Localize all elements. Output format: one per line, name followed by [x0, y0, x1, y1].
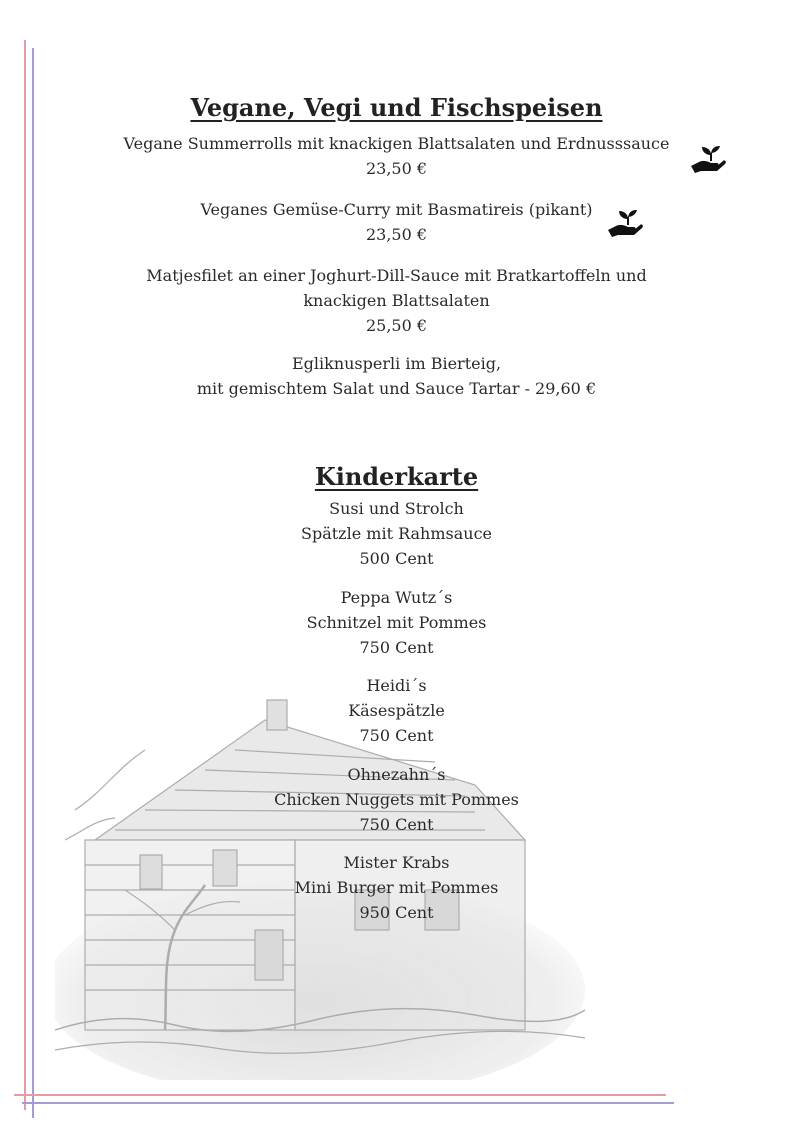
kids-menu-item: [0, 762, 793, 837]
vegan-hand-plant-icon: [689, 144, 727, 174]
menu-item-name: Vegane Summerrolls mit knackigen Blattsalaten und Erdnusssauce: [123, 134, 670, 153]
kids-item-price: 750 Cent: [359, 815, 434, 834]
section-title-vegan-veggie-fish: Vegane, Vegi und Fischspeisen: [190, 93, 603, 122]
menu-item-name: Veganes Gemüse-Curry mit Basmatireis (pikant): [200, 200, 593, 219]
kids-menu-item: [0, 673, 793, 748]
menu-item-name-line2: mit gemischtem Salat und Sauce Tartar - 29,60 €: [196, 379, 597, 398]
menu-item: [0, 351, 793, 401]
menu-item-name-line1: Matjesfilet an einer Joghurt-Dill-Sauce mit Bratkartoffeln und: [146, 266, 647, 285]
kids-item-dish: Spätzle mit Rahmsauce: [301, 524, 492, 543]
kids-item-price: 950 Cent: [359, 903, 434, 922]
kids-item-name: Ohnezahn´s: [347, 765, 446, 784]
kids-menu-item: [0, 496, 793, 571]
section-title-kinderkarte: Kinderkarte: [314, 462, 479, 491]
vegan-hand-plant-icon: [606, 208, 644, 238]
menu-item: [0, 263, 793, 338]
menu-item-price: 25,50 €: [365, 316, 428, 335]
menu-item-price: 23,50 €: [365, 159, 428, 178]
kids-item-price: 500 Cent: [359, 549, 434, 568]
border-line-blue-horizontal: [22, 1102, 674, 1104]
kids-item-dish: Käsespätzle: [348, 701, 445, 720]
kids-item-name: Peppa Wutz´s: [340, 588, 453, 607]
menu-item: [0, 197, 793, 247]
border-line-red-horizontal: [14, 1094, 666, 1096]
kids-item-price: 750 Cent: [359, 638, 434, 657]
menu-item-price: 23,50 €: [365, 225, 428, 244]
kids-item-name: Mister Krabs: [343, 853, 450, 872]
menu-item-name-line2: knackigen Blattsalaten: [303, 291, 490, 310]
kids-item-name: Heidi´s: [366, 676, 427, 695]
menu-item-name-line1: Egliknusperli im Bierteig,: [291, 354, 502, 373]
kids-item-dish: Chicken Nuggets mit Pommes: [274, 790, 519, 809]
menu-item: [0, 131, 793, 181]
kids-item-dish: Mini Burger mit Pommes: [294, 878, 499, 897]
kids-item-dish: Schnitzel mit Pommes: [306, 613, 487, 632]
kids-menu-item: [0, 850, 793, 925]
kids-item-price: 750 Cent: [359, 726, 434, 745]
kids-menu-item: [0, 585, 793, 660]
kids-item-name: Susi und Strolch: [329, 499, 464, 518]
